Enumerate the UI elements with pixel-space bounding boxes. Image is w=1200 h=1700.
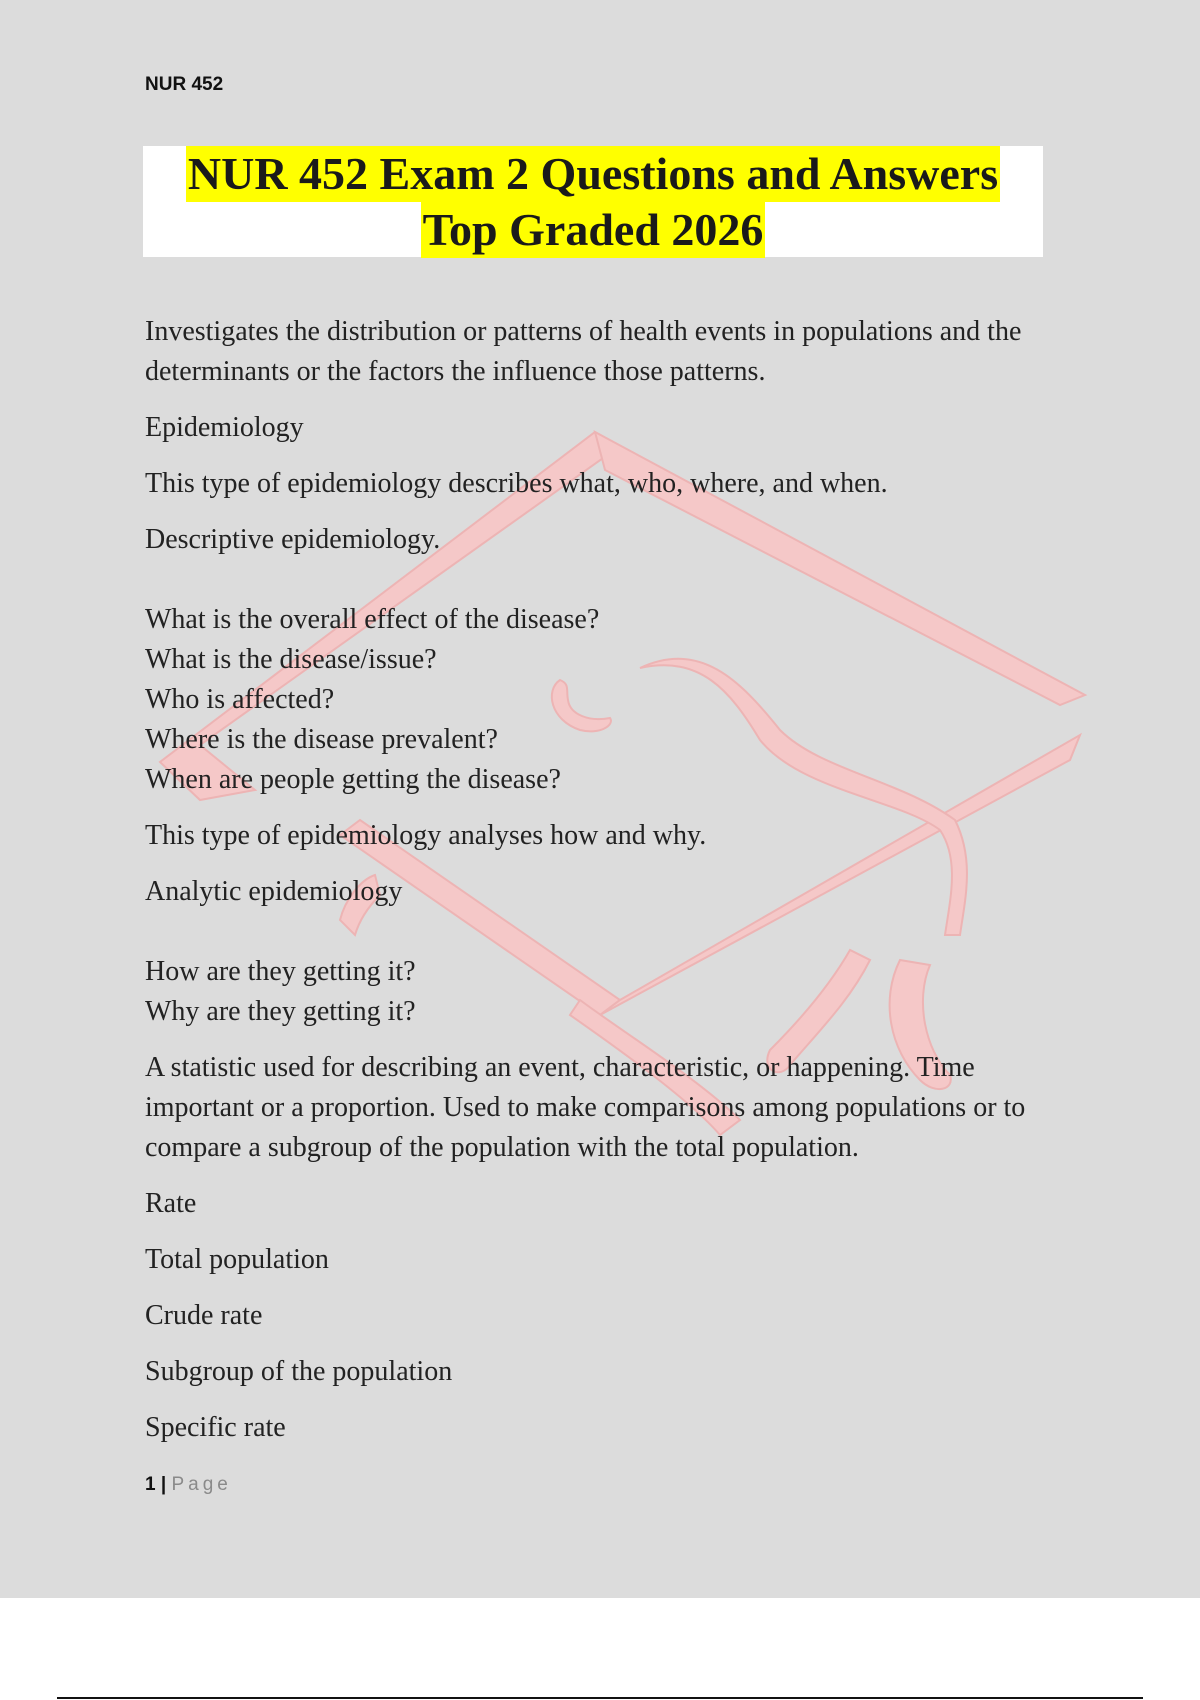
- answer-text: Specific rate: [145, 1412, 286, 1443]
- question-text: Total population: [145, 1244, 329, 1275]
- question-text: This type of epidemiology analyses how and why.: [145, 820, 707, 851]
- list-item: Why are they getting it?: [145, 996, 416, 1027]
- page-number: 1: [145, 1474, 156, 1495]
- page-separator: |: [160, 1474, 167, 1495]
- list-item: Who is affected?: [145, 684, 335, 715]
- answer-text: Analytic epidemiology: [145, 876, 403, 907]
- question-text: This type of epidemiology describes what, who, where, and when.: [145, 468, 888, 499]
- title-line-1: NUR 452 Exam 2 Questions and Answers: [186, 146, 1000, 202]
- list-item: Where is the disease prevalent?: [145, 724, 498, 755]
- question-text: Investigates the distribution or patterns of health events in populations and the determinants or the factors the influence those patterns.: [145, 316, 1022, 387]
- descriptive-questions-list: [145, 600, 1075, 800]
- page-footer: [145, 1474, 232, 1496]
- page-label: Page: [171, 1474, 232, 1495]
- question-text: A statistic used for describing an event, characteristic, or happening. Time important or a proportion. Used to make comparisons among populations or to compare a subgroup of the population with the total population.: [145, 1052, 1026, 1163]
- analytic-questions-list: [145, 952, 1075, 1032]
- document-title: [143, 146, 1043, 257]
- list-item: What is the disease/issue?: [145, 644, 437, 675]
- bottom-divider: [57, 1697, 1143, 1699]
- list-item: How are they getting it?: [145, 956, 416, 987]
- answer-text: Descriptive epidemiology.: [145, 524, 441, 555]
- list-item: What is the overall effect of the disease?: [145, 604, 600, 635]
- answer-text: Rate: [145, 1188, 197, 1219]
- title-line-2: Top Graded 2026: [421, 202, 766, 258]
- list-item: When are people getting the disease?: [145, 764, 561, 795]
- qa-content: [145, 312, 1075, 1464]
- answer-text: Crude rate: [145, 1300, 263, 1331]
- course-header: NUR 452: [145, 74, 224, 95]
- question-text: Subgroup of the population: [145, 1356, 453, 1387]
- answer-text: Epidemiology: [145, 412, 304, 443]
